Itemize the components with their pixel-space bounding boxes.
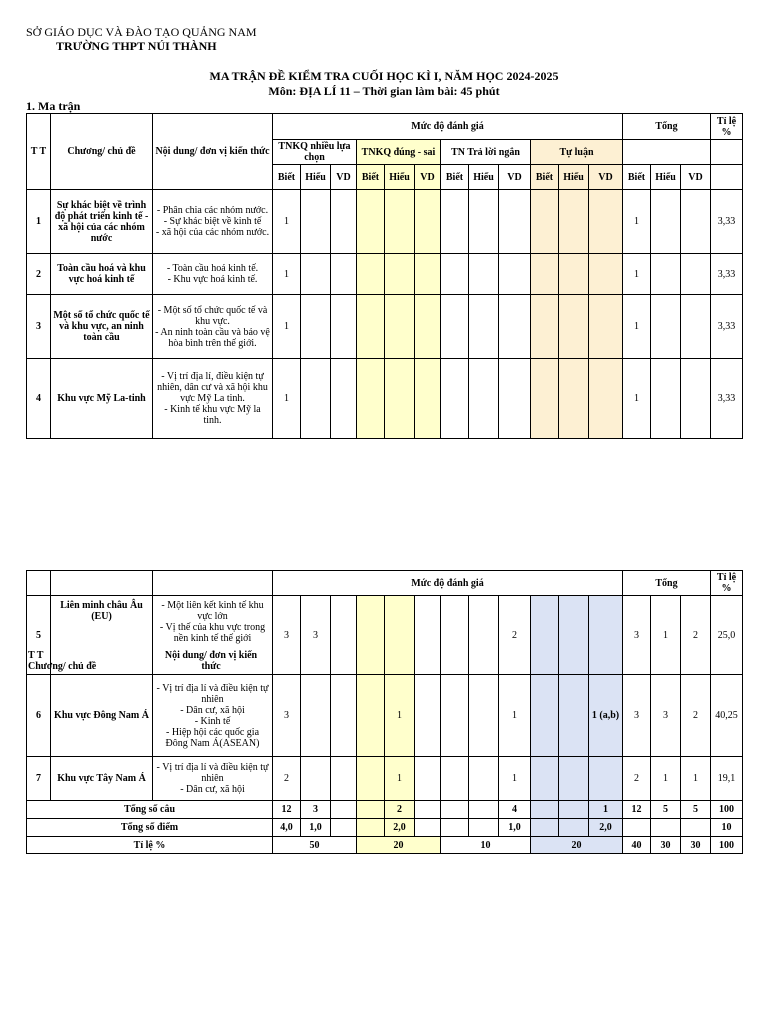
total-cell: 4 (499, 801, 531, 819)
level-cell (357, 596, 385, 675)
total-cell (531, 819, 559, 837)
level-cell: 2 (499, 596, 531, 675)
level-cell (441, 596, 469, 675)
level-cell (559, 596, 589, 675)
level-cell (331, 359, 357, 439)
level-cell (357, 675, 385, 757)
document-subtitle: Môn: ĐỊA LÍ 11 – Thời gian làm bài: 45 phút (268, 84, 500, 98)
total-hieu (651, 295, 681, 359)
row-ratio: 40,25 (711, 675, 743, 757)
level-cell (301, 757, 331, 801)
row-content: - Vị trí địa lí và điều kiện tự nhiên - Dân cư, xã hội - Kinh tế - Hiệp hội các quốc gia Đông Nam Á(ASEAN) (153, 675, 273, 757)
level-cell (301, 675, 331, 757)
level-cell (331, 675, 357, 757)
table-row (27, 254, 743, 295)
ratio-row-label: Tỉ lệ % (27, 837, 273, 854)
level-cell (301, 295, 331, 359)
level-cell (469, 757, 499, 801)
total-cell (651, 819, 681, 837)
row-ratio: 19,1 (711, 757, 743, 801)
total-hieu: 3 (651, 675, 681, 757)
total-cell (559, 801, 589, 819)
col-level: Mức độ đánh giá (273, 114, 623, 140)
col-ratio: Tỉ lệ % (711, 114, 743, 140)
total-biet: 1 (623, 190, 651, 254)
level-cell (589, 596, 623, 675)
level-cell (331, 190, 357, 254)
row-chapter: Khu vực Đông Nam Á (51, 675, 153, 757)
total-questions-row (27, 801, 743, 819)
overlapped-content-header: Nội dung/ đơn vị kiến thức (164, 650, 258, 672)
ratio-group: 10 (441, 837, 531, 854)
level-cell (441, 359, 469, 439)
ratio-spacer (711, 140, 743, 165)
row-ratio: 3,33 (711, 359, 743, 439)
total-cell (415, 819, 441, 837)
total-hieu (651, 254, 681, 295)
sub-vd: VD (331, 165, 357, 190)
level-cell (469, 254, 499, 295)
level-cell (301, 254, 331, 295)
sub-biet: Biết (441, 165, 469, 190)
sub-hieu: Hiểu (301, 165, 331, 190)
row-content: - Vị trí địa lí và điều kiện tự nhiên - Dân cư, xã hội (153, 757, 273, 801)
total-cell (559, 819, 589, 837)
level-cell (469, 675, 499, 757)
level-cell (415, 295, 441, 359)
row-ratio: 3,33 (711, 190, 743, 254)
row-chapter: Sự khác biệt về trình độ phát triển kinh tế - xã hội của các nhóm nước (51, 190, 153, 254)
level-cell (559, 254, 589, 295)
ratio-group: 20 (357, 837, 441, 854)
row-chapter: Liên minh châu Âu (EU) (51, 596, 153, 675)
total-cell: 4,0 (273, 819, 301, 837)
total-cell: 2 (385, 801, 415, 819)
total-cell (469, 819, 499, 837)
total-biet: 3 (623, 596, 651, 675)
total-cell (357, 801, 385, 819)
sub-biet: Biết (623, 165, 651, 190)
level-cell (301, 359, 331, 439)
level-cell (531, 254, 559, 295)
level-cell (531, 190, 559, 254)
col-total: Tổng (623, 114, 711, 140)
total-cell (357, 819, 385, 837)
col-level: Mức độ đánh giá (273, 571, 623, 596)
level-cell: 1 (273, 190, 301, 254)
total-biet: 3 (623, 675, 651, 757)
section-heading: 1. Ma trận (26, 99, 81, 113)
level-cell (441, 295, 469, 359)
col-tt: T T (27, 114, 51, 190)
level-cell (357, 757, 385, 801)
total-biet: 2 (623, 757, 651, 801)
level-cell: 1 (273, 295, 301, 359)
level-cell (441, 254, 469, 295)
level-cell (385, 359, 415, 439)
col-chapter: Chương/ chủ đề (51, 114, 153, 190)
level-cell (415, 757, 441, 801)
level-cell (559, 359, 589, 439)
total-cell (531, 801, 559, 819)
level-cell (589, 757, 623, 801)
level-cell: 3 (273, 675, 301, 757)
level-cell (415, 190, 441, 254)
total-cell: 1 (589, 801, 623, 819)
total-biet: 1 (623, 359, 651, 439)
total-hieu: 1 (651, 596, 681, 675)
table-row (27, 757, 743, 801)
overlapped-header-tt (28, 650, 148, 672)
total-vd: 2 (681, 596, 711, 675)
total-biet: 1 (623, 295, 651, 359)
row-number: 5 (27, 596, 51, 675)
total-cell (441, 801, 469, 819)
row-chapter: Khu vực Mỹ La-tinh (51, 359, 153, 439)
total-cell: 1,0 (499, 819, 531, 837)
group-tn-short: TN Trả lời ngắn (441, 140, 531, 165)
level-cell: 1 (499, 757, 531, 801)
ratio-cell: 40 (623, 837, 651, 854)
level-cell: 1 (385, 757, 415, 801)
level-cell (415, 254, 441, 295)
row-number: 4 (27, 359, 51, 439)
row-content: - Một liên kết kinh tế khu vực lớn - Vị thế của khu vực trong nền kinh tế thế giới (153, 596, 273, 675)
level-cell: 3 (301, 596, 331, 675)
group-tnkq-tf: TNKQ đúng - sai (357, 140, 441, 165)
row-content: - Vị trí địa lí, điều kiện tự nhiên, dân cư và xã hội khu vực Mỹ La tinh. - Kinh tế khu vực Mỹ la tinh. (153, 359, 273, 439)
group-tnkq-mc: TNKQ nhiều lựa chọn (273, 140, 357, 165)
total-cell (441, 819, 469, 837)
ratio-group: 20 (531, 837, 623, 854)
total-ratio: 100 (711, 801, 743, 819)
level-cell (415, 675, 441, 757)
level-cell (531, 757, 559, 801)
total-cell: 2,0 (385, 819, 415, 837)
total-cell (469, 801, 499, 819)
sub-vd: VD (589, 165, 623, 190)
level-cell (589, 254, 623, 295)
blank-cell (27, 571, 51, 596)
level-cell (469, 295, 499, 359)
level-cell (589, 359, 623, 439)
table-row (27, 675, 743, 757)
level-cell (441, 190, 469, 254)
level-cell: 1 (499, 675, 531, 757)
sub-hieu: Hiểu (469, 165, 499, 190)
level-cell (441, 675, 469, 757)
matrix-table-part1 (26, 113, 743, 439)
row-number: 2 (27, 254, 51, 295)
total-questions-row-label: Tổng số câu (27, 801, 273, 819)
row-content: - Một số tổ chức quốc tế và khu vực. - An ninh toàn cầu và bảo vệ hòa bình trên thế giới. (153, 295, 273, 359)
level-cell: 1 (385, 675, 415, 757)
row-number: 6 (27, 675, 51, 757)
overlapped-tt: T T (28, 650, 44, 661)
department-name: SỞ GIÁO DỤC VÀ ĐÀO TẠO QUẢNG NAM (26, 25, 257, 39)
total-cell: 5 (681, 801, 711, 819)
total-points-row-label: Tổng số điểm (27, 819, 273, 837)
level-cell (357, 359, 385, 439)
blank-cell (153, 571, 273, 596)
sub-vd: VD (499, 165, 531, 190)
sub-hieu: Hiểu (651, 165, 681, 190)
total-cell (331, 819, 357, 837)
ratio-spacer (711, 165, 743, 190)
row-number: 1 (27, 190, 51, 254)
sub-vd: VD (681, 165, 711, 190)
level-cell (415, 359, 441, 439)
level-cell: 1 (273, 254, 301, 295)
total-cell (623, 819, 651, 837)
sub-vd: VD (415, 165, 441, 190)
row-number: 7 (27, 757, 51, 801)
level-cell (385, 254, 415, 295)
total-cell (681, 819, 711, 837)
total-cell: 1,0 (301, 819, 331, 837)
level-cell (357, 190, 385, 254)
total-spacer (623, 140, 711, 165)
document-title: MA TRẬN ĐỀ KIỂM TRA CUỐI HỌC KÌ I, NĂM HỌC 2024-2025 (209, 69, 559, 83)
row-chapter: Khu vực Tây Nam Á (51, 757, 153, 801)
level-cell (531, 596, 559, 675)
level-cell (531, 359, 559, 439)
level-cell (385, 190, 415, 254)
col-total: Tổng (623, 571, 711, 596)
level-cell (357, 254, 385, 295)
total-vd (681, 295, 711, 359)
level-cell (469, 596, 499, 675)
row-number: 3 (27, 295, 51, 359)
total-vd (681, 359, 711, 439)
total-ratio: 10 (711, 819, 743, 837)
row-ratio: 25,0 (711, 596, 743, 675)
level-cell (499, 295, 531, 359)
level-cell (331, 254, 357, 295)
total-cell: 12 (273, 801, 301, 819)
level-cell: 1 (a,b) (589, 675, 623, 757)
level-cell (499, 254, 531, 295)
level-cell (499, 359, 531, 439)
level-cell (385, 295, 415, 359)
ratio-cell: 30 (681, 837, 711, 854)
level-cell (559, 675, 589, 757)
total-vd: 2 (681, 675, 711, 757)
total-vd (681, 190, 711, 254)
col-ratio: Tỉ lệ % (711, 571, 743, 596)
level-cell: 2 (273, 757, 301, 801)
row-content: - Toàn cầu hoá kinh tế. - Khu vực hoá kinh tế. (153, 254, 273, 295)
total-hieu (651, 359, 681, 439)
level-cell (331, 596, 357, 675)
total-cell: 12 (623, 801, 651, 819)
school-name: TRƯỜNG THPT NÚI THÀNH (56, 39, 217, 53)
ratio-cell: 100 (711, 837, 743, 854)
total-hieu: 1 (651, 757, 681, 801)
level-cell (469, 190, 499, 254)
level-cell (331, 757, 357, 801)
total-vd (681, 254, 711, 295)
level-cell (589, 190, 623, 254)
level-cell (385, 596, 415, 675)
row-ratio: 3,33 (711, 295, 743, 359)
level-cell (531, 295, 559, 359)
total-cell: 5 (651, 801, 681, 819)
total-vd: 1 (681, 757, 711, 801)
ratio-row (27, 837, 743, 854)
total-cell (331, 801, 357, 819)
level-cell (559, 190, 589, 254)
total-cell (415, 801, 441, 819)
total-hieu (651, 190, 681, 254)
blank-cell (51, 571, 153, 596)
ratio-cell: 30 (651, 837, 681, 854)
row-ratio: 3,33 (711, 254, 743, 295)
total-cell: 3 (301, 801, 331, 819)
level-cell (331, 295, 357, 359)
level-cell (559, 757, 589, 801)
level-cell (531, 675, 559, 757)
matrix-table-part2 (26, 570, 743, 854)
row-content: - Phân chia các nhóm nước. - Sự khác biệt về kinh tế - xã hội của các nhóm nước. (153, 190, 273, 254)
level-cell (357, 295, 385, 359)
level-cell (301, 190, 331, 254)
level-cell (589, 295, 623, 359)
total-cell: 2,0 (589, 819, 623, 837)
table-row (27, 295, 743, 359)
sub-biet: Biết (357, 165, 385, 190)
level-cell (559, 295, 589, 359)
table-row (27, 359, 743, 439)
level-cell (441, 757, 469, 801)
level-cell (499, 190, 531, 254)
sub-hieu: Hiểu (385, 165, 415, 190)
group-essay: Tự luận (531, 140, 623, 165)
table-row (27, 190, 743, 254)
level-cell (415, 596, 441, 675)
sub-biet: Biết (531, 165, 559, 190)
sub-biet: Biết (273, 165, 301, 190)
ratio-group: 50 (273, 837, 357, 854)
total-points-row (27, 819, 743, 837)
level-cell (469, 359, 499, 439)
row-chapter: Một số tổ chức quốc tế và khu vực, an ninh toàn cầu (51, 295, 153, 359)
total-biet: 1 (623, 254, 651, 295)
sub-hieu: Hiểu (559, 165, 589, 190)
row-chapter: Toàn cầu hoá và khu vực hoá kinh tế (51, 254, 153, 295)
col-content: Nội dung/ đơn vị kiến thức (153, 114, 273, 190)
overlapped-chapter: Chương/ chủ đề (28, 661, 97, 672)
level-cell: 1 (273, 359, 301, 439)
level-cell: 3 (273, 596, 301, 675)
